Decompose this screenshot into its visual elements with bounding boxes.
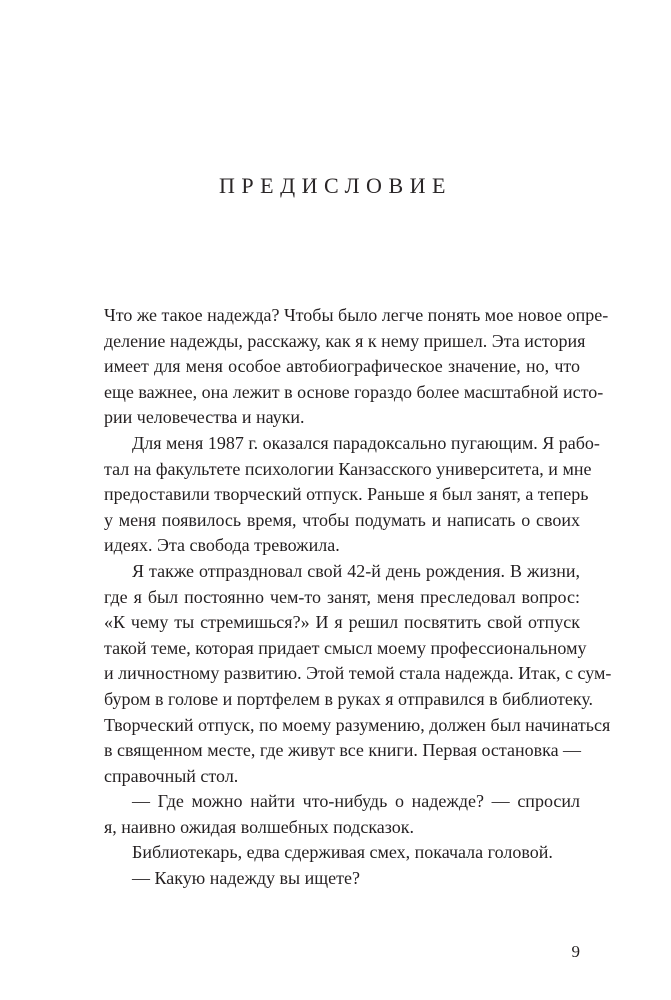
text-line: я, наивно ожидая волшебных подсказок. [104,816,415,837]
text-line: такой теме, которая придает смысл моему профессиональному [104,637,587,658]
text-line: и личностному развитию. Этой темой стала надежда. Итак, с сум- [104,663,612,684]
text-line: имеет для меня особое автобиографическое значение, но, что [104,356,580,377]
page-number: 9 [571,942,580,961]
text-line: Библиотекарь, едва сдерживая смех, покачала головой. [132,842,553,863]
text-line: в священном месте, где живут все книги. Первая остановка — [104,740,582,761]
text-line: рии человечества и науки. [104,407,305,428]
text-line: Для меня 1987 г. оказался парадоксально пугающим. Я рабо- [132,432,600,453]
text-line: тал на факультете психологии Канзасского университета, и мне [104,458,592,479]
text-line: идеях. Эта свобода тревожила. [104,535,340,556]
text-line: Творческий отпуск, по моему разумению, должен был начинаться [104,714,611,735]
text-line: предоставили творческий отпуск. Раньше я был занят, а теперь [104,484,589,505]
chapter-title: ПРЕДИСЛОВИЕ [219,173,452,198]
text-line: Что же такое надежда? Чтобы было легче понять мое новое опре- [104,305,609,325]
text-line: еще важнее, она лежит в основе гораздо более масштабной исто- [104,381,604,402]
text-line: — Какую надежду вы ищете? [132,868,360,889]
text-line: буром в голове и портфелем в руках я отправился в библиотеку. [104,688,594,709]
text-line: — Где можно найти что-нибудь о надежде? — спросил [132,791,580,812]
text-line: «К чему ты стремишься?» И я решил посвятить свой отпуск [104,612,580,633]
text-line: справочный стол. [104,765,239,786]
text-line: деление надежды, расскажу, как я к нему пришел. Эта история [104,330,586,351]
text-line: у меня появилось время, чтобы подумать и написать о своих [104,509,580,530]
text-line: где я был постоянно чем-то занят, меня преследовал вопрос: [104,586,580,607]
body-text [104,303,612,892]
text-line: Я также отпраздновал свой 42-й день рождения. В жизни, [132,560,580,581]
